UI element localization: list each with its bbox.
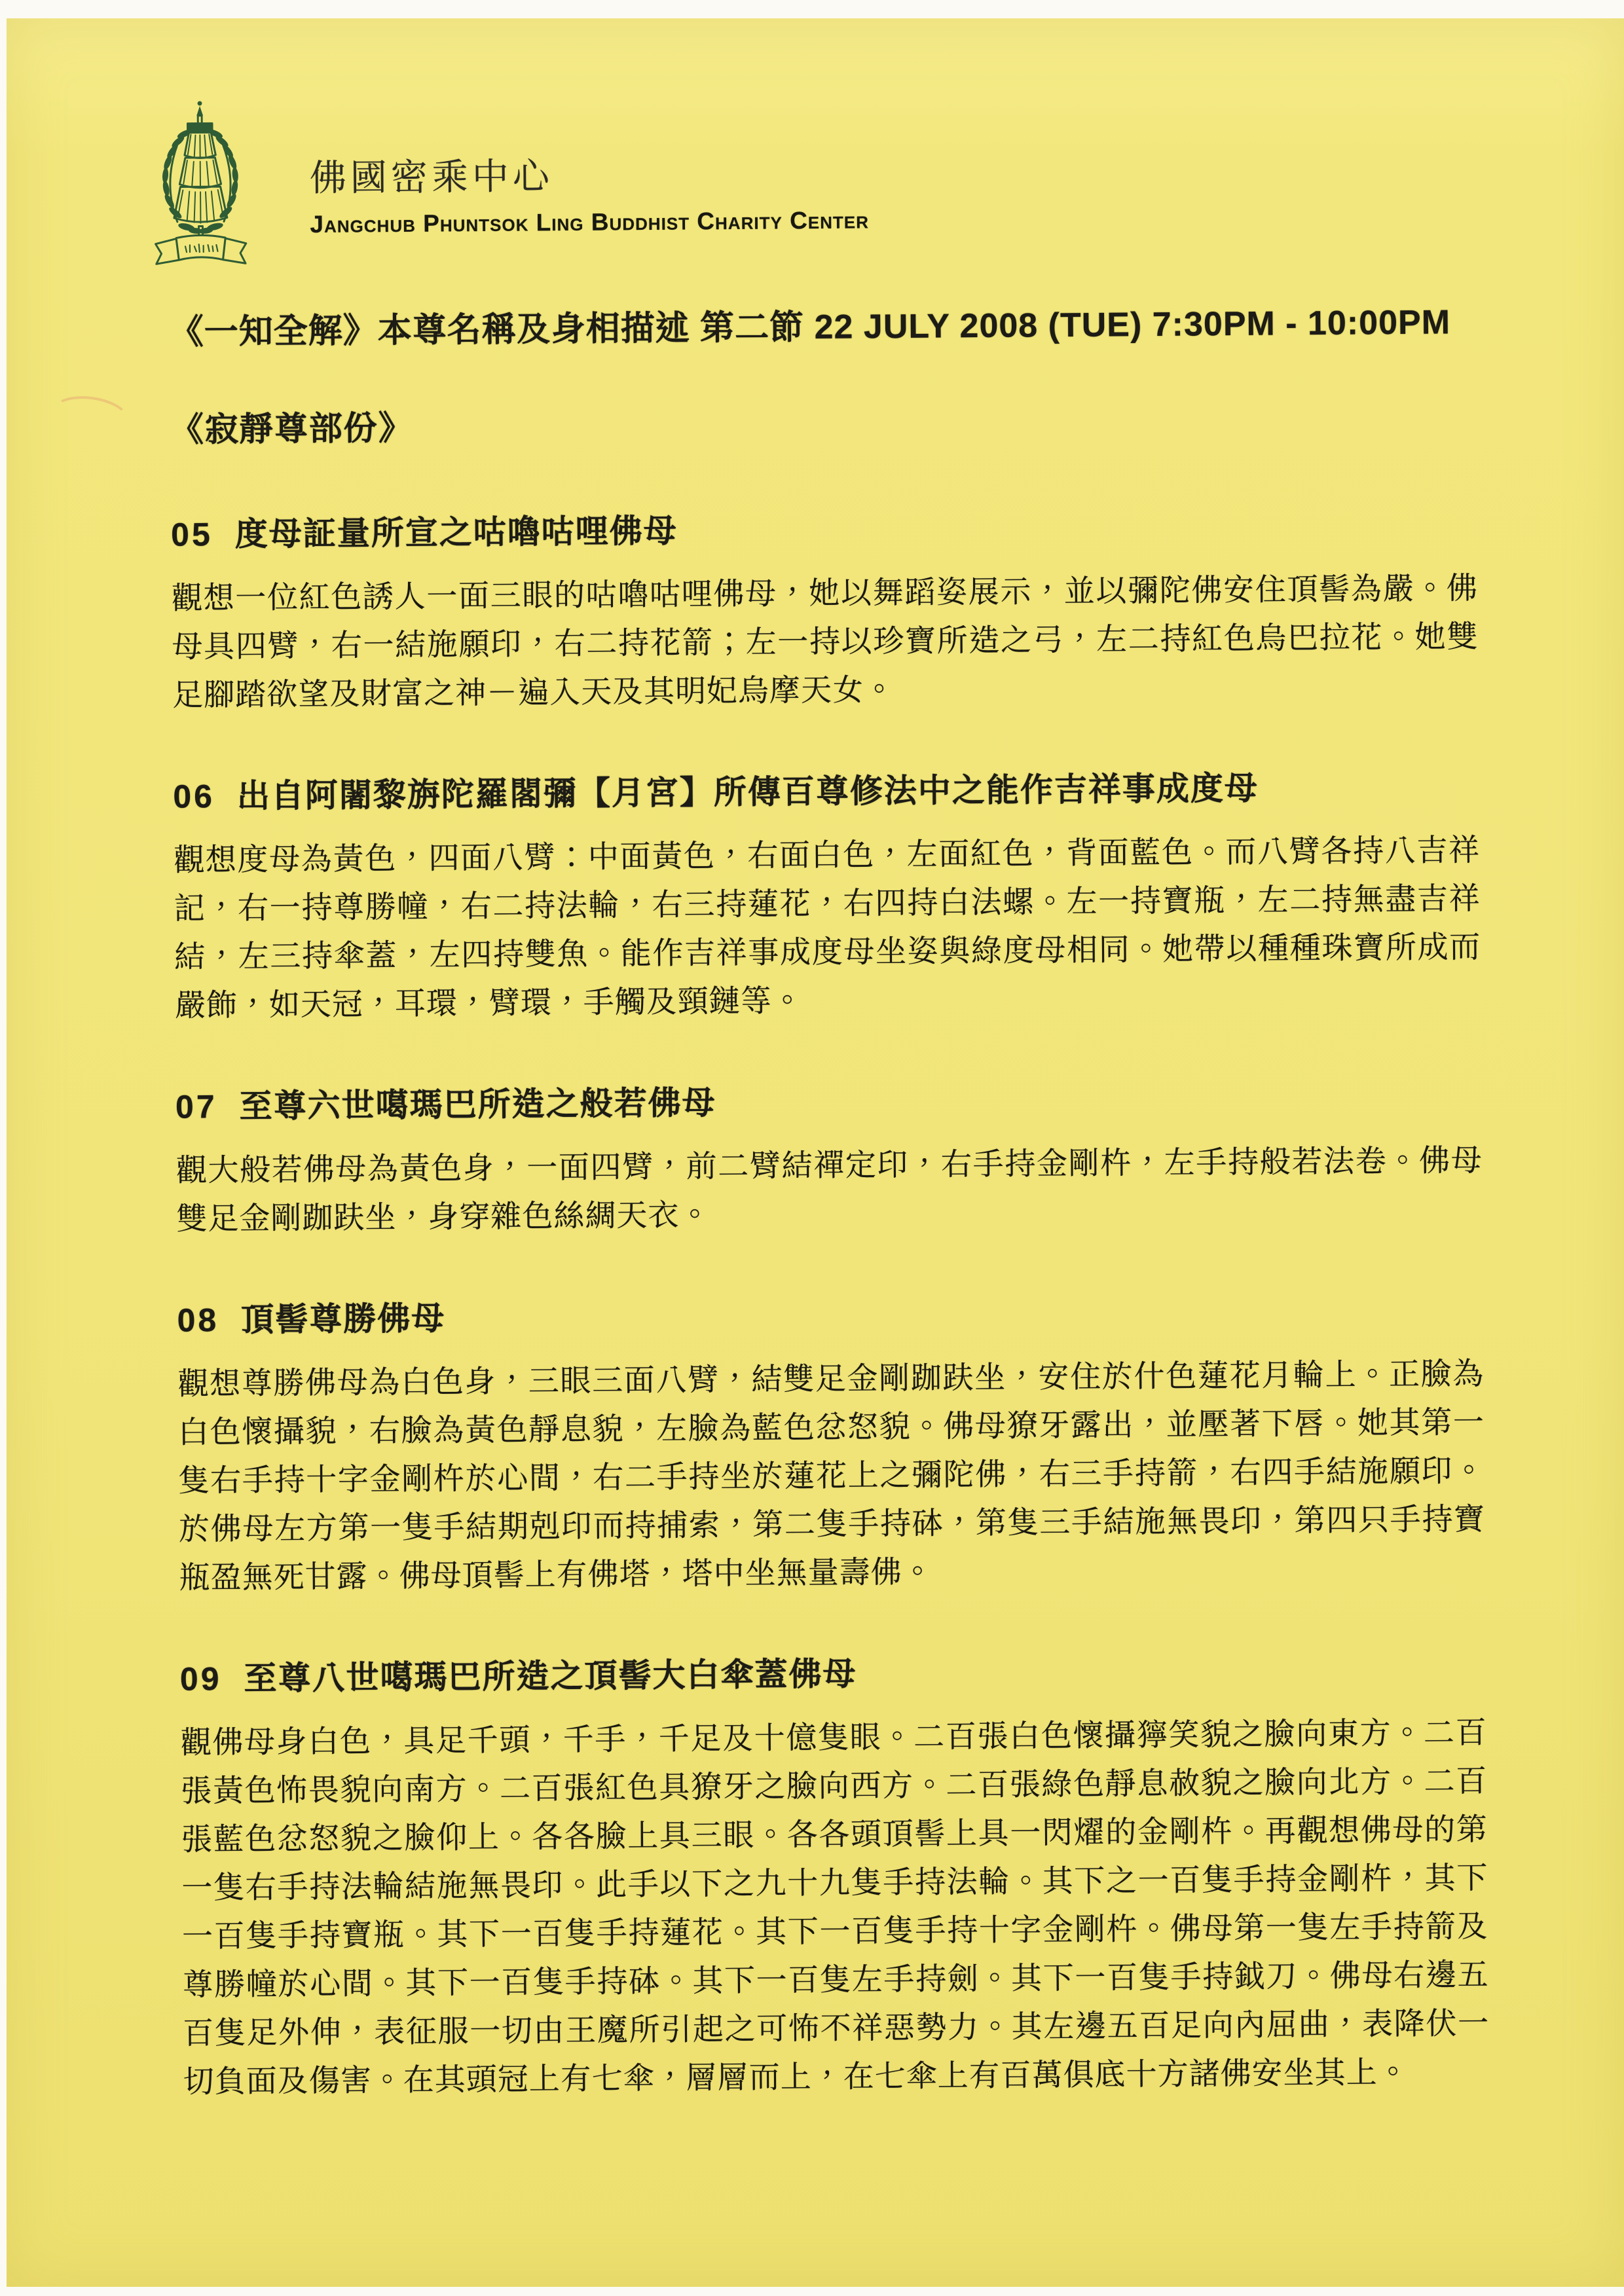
section-06	[173, 760, 1481, 1030]
section-09	[180, 1643, 1490, 2106]
yellow-paper	[7, 18, 1624, 2287]
section-heading	[173, 760, 1480, 818]
center-logo	[148, 96, 253, 267]
section-heading	[175, 1070, 1483, 1128]
section-body: 觀大般若佛母為黃色身，一面四臂，前二臂結禪定印，右手持金剛杵，左手持般若法卷。佛母雙足金剛跏趺坐，身穿雜色絲綢天衣。	[175, 1142, 1483, 1236]
section-number: 07	[175, 1088, 217, 1125]
section-body: 觀想度母為黃色，四面八臂：中面黃色，右面白色，左面紅色，背面藍色。而八臂各持八吉祥記，右一持尊勝幢，右二持法輪，右三持蓮花，右四持白法螺。左一持寶瓶，左二持無盡吉祥結，左三持傘蓋，左四持雙魚。能作吉祥事成度母坐姿與綠度母相同。她帶以種種珠寶所成而嚴飾，如天冠，耳環，臂環，手觸及頸鏈等。	[173, 832, 1481, 1023]
section-title: 至尊八世噶瑪巴所造之頂髻大白傘蓋佛母	[244, 1655, 857, 1697]
letterhead	[168, 86, 1475, 268]
section-heading	[171, 498, 1478, 556]
section-title: 頂髻尊勝佛母	[240, 1300, 446, 1338]
org-name-chinese: 佛國密乘中心	[309, 155, 554, 199]
section-07	[175, 1070, 1483, 1243]
org-name-english: Jangchub Phuntsok Ling Buddhist Charity Center	[310, 206, 870, 238]
section-05	[171, 498, 1479, 720]
section-title: 至尊六世噶瑪巴所造之般若佛母	[239, 1084, 716, 1125]
part-heading: 《寂靜尊部份》	[170, 409, 414, 448]
section-number: 08	[177, 1302, 219, 1339]
section-title: 出自阿闍黎旃陀羅閣彌【月宮】所傳百尊修法中之能作吉祥事成度母	[236, 769, 1259, 814]
section-number: 09	[179, 1660, 222, 1698]
section-number: 06	[173, 778, 215, 815]
lecture-title: 《一知全解》本尊名稱及身相描述 第二節 22 JULY 2008 (TUE) 7:30PM - 10:00PM	[169, 303, 1451, 352]
pagoda-wreath-emblem-icon	[148, 96, 253, 267]
section-heading	[177, 1284, 1484, 1341]
section-body: 觀想一位紅色誘人一面三眼的咕嚕咕哩佛母，她以舞蹈姿展示，並以彌陀佛安住頂髻為嚴。佛母具四臂，右一結施願印，右二持花箭；左一持以珍寶所造之弓，左二持紅色烏巴拉花。她雙足腳踏欲望及財富之神－遍入天及其明妃烏摩天女。	[171, 570, 1479, 712]
section-title: 度母証量所宣之咕嚕咕哩佛母	[234, 512, 678, 553]
section-body: 觀佛母身白色，具足千頭，千手，千足及十億隻眼。二百張白色懷攝獰笑貌之臉向東方。二百張黃色怖畏貌向南方。二百張紅色具獠牙之臉向西方。二百張綠色靜息赦貌之臉向北方。二百張藍色忿怒貌之臉仰上。各各臉上具三眼。各各頭頂髻上具一閃燿的金剛杵。再觀想佛母的第一隻右手持法輪結施無畏印。此手以下之九十九隻手持法輪。其下之一百隻手持金剛杵，其下一百隻手持寶瓶。其下一百隻手持蓮花。其下一百隻手持十字金剛杵。佛母第一隻左手持箭及尊勝幢於心間。其下一百隻手持砵。其下一百隻左手持劍。其下一百隻手持鉞刀。佛母右邊五百隻足外伸，表征服一切由王魔所引起之可怖不祥惡勢力。其左邊五百足向內屈曲，表降伏一切負面及傷害。在其頭冠上有七傘，層層而上，在七傘上有百萬俱底十方諸佛安坐其上。	[180, 1715, 1490, 2099]
org-names	[310, 145, 870, 238]
section-number: 05	[170, 516, 213, 553]
page-content	[7, 12, 1624, 2107]
section-heading	[180, 1643, 1487, 1700]
section-08	[177, 1284, 1486, 1602]
section-body: 觀想尊勝佛母為白色身，三眼三面八臂，結雙足金剛跏趺坐，安住於什色蓮花月輪上。正臉為白色懷攝貌，右臉為黃色靜息貌，左臉為藍色忿怒貌。佛母獠牙露出，並壓著下唇。她其第一隻右手持十字金剛杵於心間，右二手持坐於蓮花上之彌陀佛，右三手持箭，右四手結施願印。於佛母左方第一隻手結期剋印而持捕索，第二隻手持砵，第隻三手結施無畏印，第四只手持寶瓶盈無死甘露。佛母頂髻上有佛塔，塔中坐無量壽佛。	[177, 1356, 1486, 1595]
